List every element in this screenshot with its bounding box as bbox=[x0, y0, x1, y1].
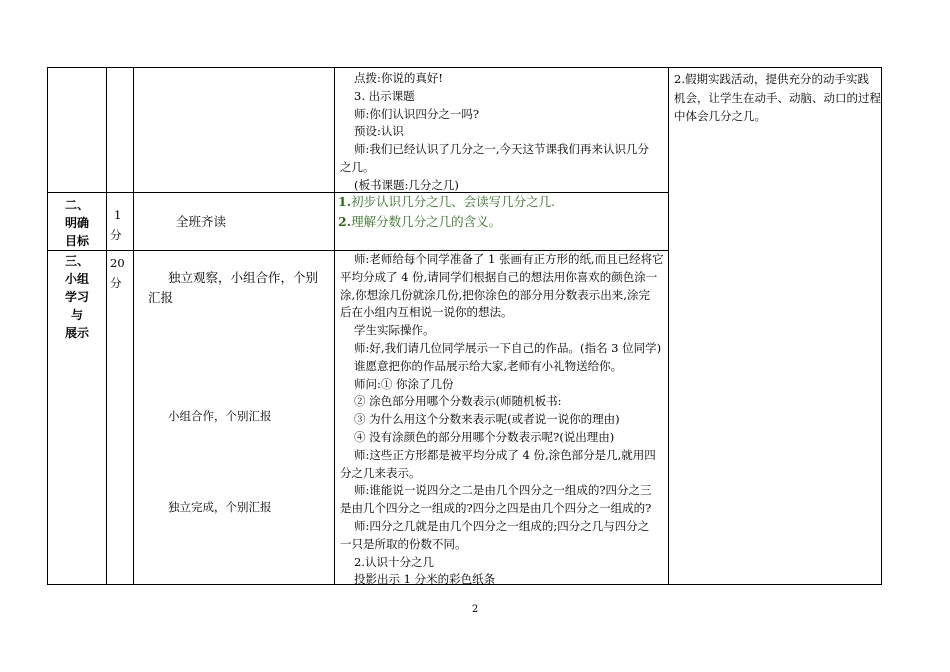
lesson-plan-table bbox=[47, 67, 882, 585]
content-line: 师:四分之几就是由几个四分之一组成的;四分之几与四分之 bbox=[354, 518, 650, 533]
content-line: 投影出示 1 分米的彩色纸条 bbox=[354, 572, 496, 587]
content-line: 师问:① 你涂了几份 bbox=[354, 376, 454, 391]
content-line: ② 涂色部分用哪个分数表示(师随机板书: bbox=[354, 394, 562, 409]
column-divider bbox=[334, 68, 335, 584]
content-line: 谁愿意把你的作品展示给大家,老师有小礼物送给你。 bbox=[354, 358, 623, 373]
row3-content bbox=[340, 251, 666, 589]
content-line: 后在小组内互相说一说你的想法。 bbox=[340, 305, 513, 320]
content-line: ④ 没有涂颜色的部分用哪个分数表示呢?(说出理由) bbox=[354, 429, 615, 444]
content-line: 师:你们认识四分之一吗? bbox=[354, 106, 480, 121]
content-line: 师:好,我们请几位同学展示一下自己的作品。(指名 3 位同学) bbox=[354, 340, 662, 355]
content-line: 一只是所取的份数不同。 bbox=[340, 536, 467, 551]
content-line: (板书课题:几分之几) bbox=[354, 177, 459, 192]
learning-goals bbox=[338, 192, 664, 232]
side-note: 2.假期实践活动，提供充分的动手实践 机会，让学生在动手、动脑、动口的过程 中体会几分之几。 bbox=[674, 72, 881, 123]
stage-label-2: 二、 明确 目标 bbox=[64, 198, 89, 248]
content-line: 师:这些正方形都是被平均分成了 4 份,涂色部分是几,就用四 bbox=[354, 447, 656, 462]
content-line: 预设:认识 bbox=[354, 124, 404, 139]
goal-item: 1.初步认识几分之几、会读写几分之几. bbox=[338, 194, 556, 209]
time-label-2: 1 分 bbox=[110, 208, 122, 242]
content-line: 分之几来表示。 bbox=[340, 465, 421, 480]
content-line: 师:老师给每个同学准备了 1 张画有正方形的纸,而且已经将它 bbox=[354, 252, 664, 266]
content-line: 是由几个四分之一组成的?四分之四是由几个四分之一组成的? bbox=[340, 501, 652, 516]
content-line: 平均分成了 4 份,请同学们根据自己的想法用你喜欢的颜色涂一 bbox=[340, 269, 658, 284]
column-divider bbox=[668, 68, 669, 584]
row1-content bbox=[340, 70, 666, 195]
activity-label-3: 独立观察，小组合作，个别 汇报 bbox=[148, 270, 319, 305]
goal-item: 2.理解分数几分之几的含义。 bbox=[338, 214, 502, 229]
column-divider bbox=[106, 68, 107, 584]
content-line: 3. 出示课题 bbox=[354, 88, 415, 103]
activity-label-3b: 小组合作，个别汇报 bbox=[168, 409, 272, 423]
content-line: 涂,你想涂几份就涂几份,把你涂色的部分用分数表示出来,涂完 bbox=[340, 287, 650, 302]
content-line: 之几。 bbox=[340, 159, 375, 174]
activity-label-3c: 独立完成，个别汇报 bbox=[168, 500, 272, 514]
content-line: 师:我们已经认识了几分之一,今天这节课我们再来认识几分 bbox=[354, 142, 650, 157]
content-line: ③ 为什么用这个分数来表示呢(或者说一说你的理由) bbox=[354, 412, 620, 427]
content-line: 师:谁能说一说四分之二是由几个四分之一组成的?四分之三 bbox=[354, 483, 652, 498]
content-line: 点拨:你说的真好! bbox=[354, 71, 443, 85]
column-divider bbox=[133, 68, 134, 584]
content-line: 学生实际操作。 bbox=[354, 323, 435, 338]
content-line: 2.认识十分之几 bbox=[354, 554, 434, 569]
activity-label-2: 全班齐读 bbox=[176, 214, 227, 229]
page-number: 2 bbox=[471, 604, 479, 615]
time-label-3: 20 分 bbox=[110, 256, 125, 290]
stage-label-3: 三、 小组 学习 与 展示 bbox=[64, 254, 89, 340]
